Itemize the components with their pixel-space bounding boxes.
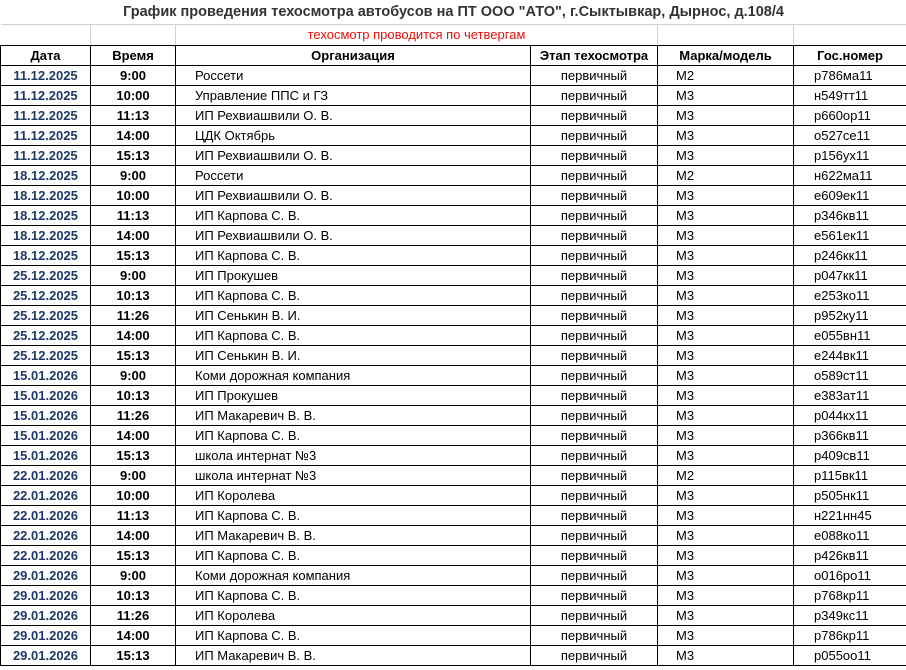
date-cell[interactable]: 15.01.2026 xyxy=(1,426,91,446)
stage-cell[interactable]: первичный xyxy=(531,526,658,546)
stage-cell[interactable]: первичный xyxy=(531,246,658,266)
plate-cell[interactable]: е383ат11 xyxy=(794,386,906,406)
empty-cell[interactable] xyxy=(658,25,794,46)
date-cell[interactable]: 18.12.2025 xyxy=(1,186,91,206)
table-row xyxy=(1,106,906,126)
plate-cell[interactable]: р047кк11 xyxy=(794,266,906,286)
title-row xyxy=(1,0,906,25)
time-cell[interactable]: 15:13 xyxy=(91,146,176,166)
plate-cell[interactable]: р660ор11 xyxy=(794,106,906,126)
sheet-title[interactable]: График проведения техосмотра автобусов на ПТ ООО "АТО", г.Сыктывкар, Дырнос, д.108/4 xyxy=(1,0,906,25)
date-cell[interactable]: 25.12.2025 xyxy=(1,266,91,286)
model-cell[interactable]: М3 xyxy=(658,506,794,526)
organization-cell[interactable]: ИП Рехвиашвили О. В. xyxy=(176,146,531,166)
plate-cell[interactable]: о589ст11 xyxy=(794,366,906,386)
model-cell[interactable]: М3 xyxy=(658,406,794,426)
plate-cell[interactable]: н221нн45 xyxy=(794,506,906,526)
plate-cell[interactable]: е088ко11 xyxy=(794,526,906,546)
model-cell[interactable]: М3 xyxy=(658,346,794,366)
time-cell[interactable]: 10:13 xyxy=(91,286,176,306)
organization-cell[interactable]: ИП Макаревич В. В. xyxy=(176,646,531,666)
model-cell[interactable]: М2 xyxy=(658,466,794,486)
time-cell[interactable]: 14:00 xyxy=(91,626,176,646)
date-cell[interactable]: 18.12.2025 xyxy=(1,226,91,246)
header-time[interactable]: Время xyxy=(91,46,176,66)
organization-cell[interactable]: ИП Рехвиашвили О. В. xyxy=(176,226,531,246)
stage-cell[interactable]: первичный xyxy=(531,426,658,446)
model-cell[interactable]: М3 xyxy=(658,486,794,506)
table-row xyxy=(1,166,906,186)
organization-cell[interactable]: Коми дорожная компания xyxy=(176,566,531,586)
model-cell[interactable]: М3 xyxy=(658,446,794,466)
model-cell[interactable]: М3 xyxy=(658,286,794,306)
stage-cell[interactable]: первичный xyxy=(531,626,658,646)
table-row xyxy=(1,586,906,606)
plate-cell[interactable]: р952ку11 xyxy=(794,306,906,326)
time-cell[interactable]: 15:13 xyxy=(91,646,176,666)
organization-cell[interactable]: ИП Карпова С. В. xyxy=(176,286,531,306)
stage-cell[interactable]: первичный xyxy=(531,506,658,526)
plate-cell[interactable]: н622ма11 xyxy=(794,166,906,186)
time-cell[interactable]: 11:13 xyxy=(91,506,176,526)
header-row xyxy=(1,46,906,66)
date-cell[interactable]: 22.01.2026 xyxy=(1,506,91,526)
time-cell[interactable]: 10:00 xyxy=(91,186,176,206)
stage-cell[interactable]: первичный xyxy=(531,486,658,506)
note-row xyxy=(1,25,906,46)
organization-cell[interactable]: ИП Королева xyxy=(176,486,531,506)
table-row xyxy=(1,526,906,546)
time-cell[interactable]: 11:13 xyxy=(91,106,176,126)
plate-cell[interactable]: р246кк11 xyxy=(794,246,906,266)
table-row xyxy=(1,126,906,146)
organization-cell[interactable]: ЦДК Октябрь xyxy=(176,126,531,146)
stage-cell[interactable]: первичный xyxy=(531,86,658,106)
date-cell[interactable]: 25.12.2025 xyxy=(1,306,91,326)
model-cell[interactable]: М3 xyxy=(658,106,794,126)
date-cell[interactable]: 15.01.2026 xyxy=(1,406,91,426)
model-cell[interactable]: М3 xyxy=(658,246,794,266)
organization-cell[interactable]: Управление ППС и ГЗ xyxy=(176,86,531,106)
organization-cell[interactable]: ИП Карпова С. В. xyxy=(176,546,531,566)
model-cell[interactable]: М3 xyxy=(658,426,794,446)
plate-cell[interactable]: о527се11 xyxy=(794,126,906,146)
model-cell[interactable]: М3 xyxy=(658,266,794,286)
date-cell[interactable]: 29.01.2026 xyxy=(1,646,91,666)
organization-cell[interactable]: Россети xyxy=(176,166,531,186)
model-cell[interactable]: М3 xyxy=(658,326,794,346)
stage-cell[interactable]: первичный xyxy=(531,586,658,606)
table-row xyxy=(1,446,906,466)
time-cell[interactable]: 14:00 xyxy=(91,126,176,146)
time-cell[interactable]: 9:00 xyxy=(91,266,176,286)
organization-cell[interactable]: ИП Карпова С. В. xyxy=(176,246,531,266)
stage-cell[interactable]: первичный xyxy=(531,566,658,586)
date-cell[interactable]: 29.01.2026 xyxy=(1,586,91,606)
time-cell[interactable]: 11:26 xyxy=(91,606,176,626)
stage-cell[interactable]: первичный xyxy=(531,546,658,566)
date-cell[interactable]: 15.01.2026 xyxy=(1,366,91,386)
table-row xyxy=(1,286,906,306)
table-row xyxy=(1,386,906,406)
table-row xyxy=(1,566,906,586)
table-row xyxy=(1,506,906,526)
time-cell[interactable]: 15:13 xyxy=(91,346,176,366)
date-cell[interactable]: 11.12.2025 xyxy=(1,126,91,146)
date-cell[interactable]: 22.01.2026 xyxy=(1,526,91,546)
stage-cell[interactable]: первичный xyxy=(531,166,658,186)
stage-cell[interactable]: первичный xyxy=(531,646,658,666)
plate-cell[interactable]: р768кр11 xyxy=(794,586,906,606)
table-row xyxy=(1,406,906,426)
organization-cell[interactable]: ИП Сенькин В. И. xyxy=(176,306,531,326)
table-row xyxy=(1,486,906,506)
time-cell[interactable]: 11:26 xyxy=(91,306,176,326)
header-stage[interactable]: Этап техосмотра xyxy=(531,46,658,66)
model-cell[interactable]: М3 xyxy=(658,626,794,646)
time-cell[interactable]: 15:13 xyxy=(91,546,176,566)
table-row xyxy=(1,246,906,266)
date-cell[interactable]: 25.12.2025 xyxy=(1,326,91,346)
organization-cell[interactable]: ИП Карпова С. В. xyxy=(176,626,531,646)
organization-cell[interactable]: ИП Карпова С. В. xyxy=(176,206,531,226)
table-row xyxy=(1,626,906,646)
date-cell[interactable]: 11.12.2025 xyxy=(1,86,91,106)
table-row xyxy=(1,186,906,206)
stage-cell[interactable]: первичный xyxy=(531,106,658,126)
date-cell[interactable]: 22.01.2026 xyxy=(1,486,91,506)
plate-cell[interactable]: р426кв11 xyxy=(794,546,906,566)
time-cell[interactable]: 9:00 xyxy=(91,466,176,486)
model-cell[interactable]: М3 xyxy=(658,526,794,546)
organization-cell[interactable]: ИП Карпова С. В. xyxy=(176,326,531,346)
stage-cell[interactable]: первичный xyxy=(531,66,658,86)
table-row xyxy=(1,606,906,626)
model-cell[interactable]: М3 xyxy=(658,86,794,106)
time-cell[interactable]: 9:00 xyxy=(91,366,176,386)
plate-cell[interactable]: р366кв11 xyxy=(794,426,906,446)
stage-cell[interactable]: первичный xyxy=(531,406,658,426)
stage-cell[interactable]: первичный xyxy=(531,286,658,306)
plate-cell[interactable]: р786ма11 xyxy=(794,66,906,86)
time-cell[interactable]: 14:00 xyxy=(91,526,176,546)
organization-cell[interactable]: Коми дорожная компания xyxy=(176,366,531,386)
organization-cell[interactable]: ИП Макаревич В. В. xyxy=(176,526,531,546)
table-row xyxy=(1,546,906,566)
date-cell[interactable]: 29.01.2026 xyxy=(1,606,91,626)
model-cell[interactable]: М3 xyxy=(658,606,794,626)
date-cell[interactable]: 18.12.2025 xyxy=(1,206,91,226)
table-row xyxy=(1,346,906,366)
organization-cell[interactable]: ИП Прокушев xyxy=(176,386,531,406)
date-cell[interactable]: 29.01.2026 xyxy=(1,566,91,586)
stage-cell[interactable]: первичный xyxy=(531,226,658,246)
stage-cell[interactable]: первичный xyxy=(531,366,658,386)
organization-cell[interactable]: Россети xyxy=(176,66,531,86)
date-cell[interactable]: 25.12.2025 xyxy=(1,286,91,306)
model-cell[interactable]: М3 xyxy=(658,566,794,586)
stage-cell[interactable]: первичный xyxy=(531,606,658,626)
organization-cell[interactable]: школа интернат №3 xyxy=(176,446,531,466)
table-row xyxy=(1,366,906,386)
table-row xyxy=(1,66,906,86)
table-row xyxy=(1,146,906,166)
stage-cell[interactable]: первичный xyxy=(531,346,658,366)
plate-cell[interactable]: н549тт11 xyxy=(794,86,906,106)
model-cell[interactable]: М3 xyxy=(658,366,794,386)
plate-cell[interactable]: р349кс11 xyxy=(794,606,906,626)
table-row xyxy=(1,306,906,326)
stage-cell[interactable]: первичный xyxy=(531,326,658,346)
table-row xyxy=(1,226,906,246)
date-cell[interactable]: 18.12.2025 xyxy=(1,166,91,186)
model-cell[interactable]: М3 xyxy=(658,146,794,166)
model-cell[interactable]: М3 xyxy=(658,206,794,226)
plate-cell[interactable]: р409св11 xyxy=(794,446,906,466)
stage-cell[interactable]: первичный xyxy=(531,206,658,226)
stage-cell[interactable]: первичный xyxy=(531,186,658,206)
model-cell[interactable]: М3 xyxy=(658,126,794,146)
header-plate[interactable]: Гос.номер xyxy=(794,46,906,66)
plate-cell[interactable]: е253ко11 xyxy=(794,286,906,306)
time-cell[interactable]: 10:00 xyxy=(91,486,176,506)
table-row xyxy=(1,266,906,286)
time-cell[interactable]: 14:00 xyxy=(91,326,176,346)
time-cell[interactable]: 10:13 xyxy=(91,386,176,406)
plate-cell[interactable]: е244вк11 xyxy=(794,346,906,366)
model-cell[interactable]: М3 xyxy=(658,306,794,326)
empty-cell[interactable] xyxy=(91,25,176,46)
date-cell[interactable]: 22.01.2026 xyxy=(1,466,91,486)
model-cell[interactable]: М3 xyxy=(658,226,794,246)
organization-cell[interactable]: школа интернат №3 xyxy=(176,466,531,486)
model-cell[interactable]: М3 xyxy=(658,586,794,606)
date-cell[interactable]: 18.12.2025 xyxy=(1,246,91,266)
time-cell[interactable]: 10:13 xyxy=(91,586,176,606)
time-cell[interactable]: 11:26 xyxy=(91,406,176,426)
model-cell[interactable]: М3 xyxy=(658,386,794,406)
time-cell[interactable]: 10:00 xyxy=(91,86,176,106)
stage-cell[interactable]: первичный xyxy=(531,266,658,286)
empty-cell[interactable] xyxy=(794,25,906,46)
empty-cell[interactable] xyxy=(1,25,91,46)
stage-cell[interactable]: первичный xyxy=(531,306,658,326)
time-cell[interactable]: 15:13 xyxy=(91,246,176,266)
time-cell[interactable]: 9:00 xyxy=(91,566,176,586)
time-cell[interactable]: 14:00 xyxy=(91,226,176,246)
plate-cell[interactable]: е561ек11 xyxy=(794,226,906,246)
plate-cell[interactable]: е609ек11 xyxy=(794,186,906,206)
table-row xyxy=(1,426,906,446)
stage-cell[interactable]: первичный xyxy=(531,386,658,406)
table-row xyxy=(1,326,906,346)
organization-cell[interactable]: ИП Королева xyxy=(176,606,531,626)
plate-cell[interactable]: р055оо11 xyxy=(794,646,906,666)
time-cell[interactable]: 11:13 xyxy=(91,206,176,226)
header-model[interactable]: Марка/модель xyxy=(658,46,794,66)
stage-cell[interactable]: первичный xyxy=(531,126,658,146)
organization-cell[interactable]: ИП Карпова С. В. xyxy=(176,586,531,606)
organization-cell[interactable]: ИП Карпова С. В. xyxy=(176,426,531,446)
date-cell[interactable]: 11.12.2025 xyxy=(1,106,91,126)
thursday-note[interactable]: техосмотр проводится по четвергам xyxy=(176,25,658,46)
time-cell[interactable]: 15:13 xyxy=(91,446,176,466)
time-cell[interactable]: 14:00 xyxy=(91,426,176,446)
plate-cell[interactable]: о016ро11 xyxy=(794,566,906,586)
header-date[interactable]: Дата xyxy=(1,46,91,66)
date-cell[interactable]: 15.01.2026 xyxy=(1,446,91,466)
date-cell[interactable]: 11.12.2025 xyxy=(1,66,91,86)
model-cell[interactable]: М2 xyxy=(658,166,794,186)
organization-cell[interactable]: ИП Рехвиашвили О. В. xyxy=(176,106,531,126)
organization-cell[interactable]: ИП Рехвиашвили О. В. xyxy=(176,186,531,206)
table-row xyxy=(1,646,906,666)
plate-cell[interactable]: р346кв11 xyxy=(794,206,906,226)
stage-cell[interactable]: первичный xyxy=(531,446,658,466)
plate-cell[interactable]: р156ух11 xyxy=(794,146,906,166)
date-cell[interactable]: 15.01.2026 xyxy=(1,386,91,406)
organization-cell[interactable]: ИП Прокушев xyxy=(176,266,531,286)
table-row xyxy=(1,206,906,226)
stage-cell[interactable]: первичный xyxy=(531,466,658,486)
date-cell[interactable]: 22.01.2026 xyxy=(1,546,91,566)
organization-cell[interactable]: ИП Карпова С. В. xyxy=(176,506,531,526)
model-cell[interactable]: М3 xyxy=(658,186,794,206)
date-cell[interactable]: 29.01.2026 xyxy=(1,626,91,646)
header-organization[interactable]: Организация xyxy=(176,46,531,66)
time-cell[interactable]: 9:00 xyxy=(91,166,176,186)
plate-cell[interactable]: р115вк11 xyxy=(794,466,906,486)
table-row xyxy=(1,86,906,106)
plate-cell[interactable]: р505нк11 xyxy=(794,486,906,506)
model-cell[interactable]: М2 xyxy=(658,66,794,86)
organization-cell[interactable]: ИП Сенькин В. И. xyxy=(176,346,531,366)
organization-cell[interactable]: ИП Макаревич В. В. xyxy=(176,406,531,426)
plate-cell[interactable]: р044кх11 xyxy=(794,406,906,426)
time-cell[interactable]: 9:00 xyxy=(91,66,176,86)
model-cell[interactable]: М3 xyxy=(658,546,794,566)
date-cell[interactable]: 25.12.2025 xyxy=(1,346,91,366)
plate-cell[interactable]: р786кр11 xyxy=(794,626,906,646)
date-cell[interactable]: 11.12.2025 xyxy=(1,146,91,166)
plate-cell[interactable]: е055вн11 xyxy=(794,326,906,346)
table-row xyxy=(1,466,906,486)
stage-cell[interactable]: первичный xyxy=(531,146,658,166)
model-cell[interactable]: М3 xyxy=(658,646,794,666)
